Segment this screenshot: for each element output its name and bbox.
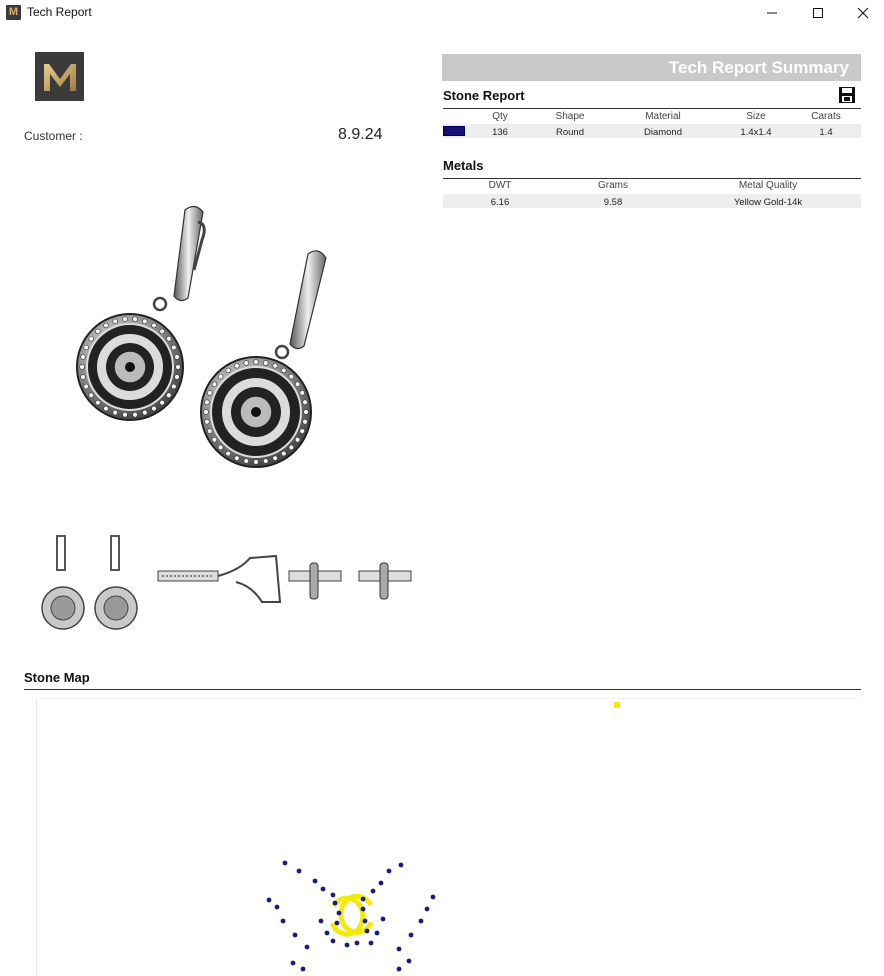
minimize-icon (766, 7, 778, 19)
window-title: Tech Report (27, 5, 92, 19)
bead-stone (226, 368, 231, 373)
bead-stone (123, 412, 128, 417)
bead-stone (303, 400, 308, 405)
stone-dot (387, 869, 392, 874)
bead-stone (175, 375, 180, 380)
bead-stone (160, 400, 165, 405)
stone-dot (379, 881, 384, 886)
bead-stone (89, 336, 94, 341)
bead-stone (160, 329, 165, 334)
bead-stone (84, 345, 89, 350)
summary-title: Tech Report Summary (668, 58, 849, 77)
bead-stone (244, 459, 249, 464)
stone-dot (345, 943, 350, 948)
stone-color-swatch (443, 126, 465, 136)
bead-stone (281, 451, 286, 456)
stone-dot (431, 895, 436, 900)
thumbnail-top[interactable] (289, 563, 341, 599)
stone-dot (361, 897, 366, 902)
customer-label: Customer : (24, 129, 83, 143)
bead-stone (300, 429, 305, 434)
bead-stone (95, 329, 100, 334)
thumbnail-side[interactable] (158, 556, 280, 602)
cell-dwt: 6.16 (490, 197, 510, 208)
bead-stone (142, 319, 147, 324)
bead-stone (133, 412, 138, 417)
stone-dot (399, 863, 404, 868)
col-header-carats: Carats (811, 111, 841, 122)
stone-dot (337, 911, 342, 916)
bead-stone (212, 437, 217, 442)
bead-stone (218, 374, 223, 379)
stone-dot (305, 945, 310, 950)
app-logo-icon: M (6, 5, 21, 20)
thumbnail-front[interactable] (42, 536, 137, 629)
bead-stone (171, 345, 176, 350)
title-bar (0, 0, 884, 26)
bead-stone (89, 393, 94, 398)
bead-stone (175, 355, 180, 360)
bead-stone (142, 410, 147, 415)
bead-stone (295, 437, 300, 442)
bead-stone (295, 382, 300, 387)
bead-stone (152, 406, 157, 411)
bead-stone (244, 361, 249, 366)
stone-dot (371, 889, 376, 894)
close-icon (857, 7, 869, 19)
bead-stone (300, 390, 305, 395)
bead-stone (289, 445, 294, 450)
bead-stone (234, 363, 239, 368)
bead-stone (171, 384, 176, 389)
col-header-grams: Grams (598, 180, 628, 191)
bead-stone (234, 456, 239, 461)
bead-stone (273, 363, 278, 368)
stone-dot (397, 967, 402, 972)
stone-dot (297, 869, 302, 874)
metal-marker (614, 702, 620, 708)
maximize-button[interactable] (795, 0, 841, 26)
cell-material: Diamond (643, 127, 683, 138)
bead-stone (123, 317, 128, 322)
summary-header (442, 54, 861, 81)
bead-stone (303, 419, 308, 424)
metals-rule (443, 178, 861, 179)
stone-map-canvas (37, 699, 862, 976)
minimize-button[interactable] (749, 0, 795, 26)
bead-stone (304, 410, 309, 415)
stone-dot (291, 961, 296, 966)
stone-dot (331, 893, 336, 898)
bead-stone (263, 459, 268, 464)
col-header-qty: Qty (492, 111, 508, 122)
bead-stone (152, 323, 157, 328)
stone-dot (365, 929, 370, 934)
bead-stone (81, 355, 86, 360)
stone-dot (407, 959, 412, 964)
stone-report-rule (443, 108, 861, 109)
cell-grams: 9.58 (603, 197, 623, 208)
bead-stone (273, 456, 278, 461)
bead-stone (281, 368, 286, 373)
bead-stone (254, 360, 259, 365)
stone-dot (313, 879, 318, 884)
bead-stone (80, 365, 85, 370)
bead-stone (104, 406, 109, 411)
bead-stone (205, 400, 210, 405)
cell-qty: 136 (492, 127, 508, 138)
thumbnail-bottom[interactable] (359, 563, 411, 599)
stone-dot (281, 919, 286, 924)
logo-m-icon (42, 62, 78, 92)
stone-dot (355, 941, 360, 946)
col-header-size: Size (746, 111, 766, 122)
col-header-shape: Shape (555, 111, 585, 122)
stone-dot (397, 947, 402, 952)
jewelry-render-image (70, 200, 330, 480)
bead-stone (204, 410, 209, 415)
stone-report-title: Stone Report (443, 88, 525, 103)
bead-stone (226, 451, 231, 456)
cell-shape: Round (556, 127, 584, 138)
cell-metal-quality: Yellow Gold-14k (733, 197, 803, 208)
bead-stone (207, 390, 212, 395)
bead-stone (176, 365, 181, 370)
stone-dot (363, 919, 368, 924)
stone-dot (267, 898, 272, 903)
stone-dot (409, 933, 414, 938)
company-logo (35, 52, 84, 101)
stone-dot (419, 919, 424, 924)
stone-dot (283, 861, 288, 866)
save-icon[interactable] (838, 86, 856, 104)
col-header-dwt: DWT (488, 180, 512, 191)
stone-dot (275, 905, 280, 910)
bead-stone (263, 361, 268, 366)
stone-dot (333, 901, 338, 906)
stone-dot (369, 941, 374, 946)
view-thumbnails (30, 530, 420, 635)
stone-dot (293, 933, 298, 938)
bead-stone (166, 393, 171, 398)
bead-stone (212, 382, 217, 387)
stone-map-rule (24, 689, 861, 690)
bead-stone (218, 445, 223, 450)
bead-stone (81, 375, 86, 380)
stone-dot (321, 887, 326, 892)
bead-stone (84, 384, 89, 389)
cell-size: 1.4x1.4 (740, 127, 772, 138)
bead-stone (133, 317, 138, 322)
metals-title: Metals (443, 158, 484, 173)
bead-stone (104, 323, 109, 328)
stone-dot (381, 917, 386, 922)
bead-stone (207, 429, 212, 434)
maximize-icon (812, 7, 824, 19)
bead-stone (95, 400, 100, 405)
bead-stone (254, 460, 259, 465)
close-button[interactable] (840, 0, 884, 26)
stone-dot (331, 939, 336, 944)
stone-dot (425, 907, 430, 912)
bead-stone (166, 336, 171, 341)
col-header-material: Material (645, 111, 681, 122)
cell-carats: 1.4 (819, 127, 833, 138)
stone-dot (375, 931, 380, 936)
bead-stone (205, 419, 210, 424)
col-header-metal-quality: Metal Quality (738, 180, 798, 191)
stone-map-area (36, 698, 861, 976)
bead-stone (289, 374, 294, 379)
customer-value: 8.9.24 (338, 126, 383, 143)
stone-map-title: Stone Map (24, 670, 90, 685)
stone-dot (319, 919, 324, 924)
stone-dot (361, 907, 366, 912)
bead-stone (113, 319, 118, 324)
bead-stone (113, 410, 118, 415)
stone-dot (325, 931, 330, 936)
stone-dot (301, 967, 306, 972)
stone-dot (335, 921, 340, 926)
